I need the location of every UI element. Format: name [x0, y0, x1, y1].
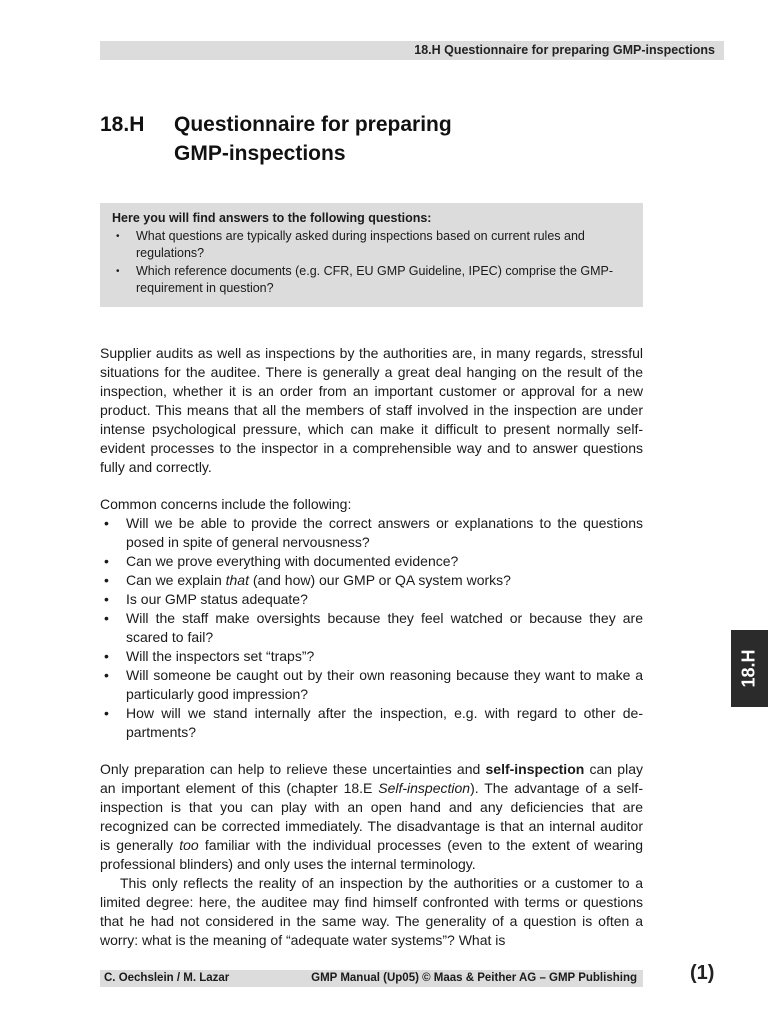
- self-inspection-section: [100, 760, 643, 950]
- page-number: (1): [690, 962, 715, 984]
- chapter-number: 18.H: [100, 113, 145, 136]
- bullet-icon: •: [104, 705, 109, 721]
- bullet-icon: •: [104, 610, 109, 626]
- bullet-icon: •: [116, 230, 120, 242]
- concern-item: [100, 590, 643, 609]
- chapter-title-line2: GMP-inspections: [174, 142, 346, 165]
- concern-item: [100, 552, 643, 571]
- questions-box-heading: Here you will find answers to the following questions:: [112, 211, 432, 225]
- emphasis-too: too: [179, 837, 199, 853]
- reality-paragraph: This only reflects the reality of an inspection by the authorities or a customer to a limited degree: here, the auditee may find himself confronted with terms or questions that he had not considered in the same way. The generality of a question is often a worry: what is the meaning of “adequate water systems”? What is: [100, 875, 643, 948]
- bullet-icon: •: [104, 648, 109, 664]
- concern-item: [100, 609, 643, 647]
- chapter-title-line1: Questionnaire for preparing: [174, 113, 452, 136]
- side-tab-label: 18.H: [739, 649, 759, 688]
- concern-text: Will someone be caught out by their own reasoning because they want to make a particularly good impression?: [126, 667, 643, 702]
- concern-item: [100, 666, 643, 704]
- bullet-icon: •: [104, 572, 109, 588]
- concern-text: Can we explain: [126, 572, 226, 588]
- self-inspection-paragraph: Only preparation can help to relieve these uncertainties and self-inspection can play an important element of this (chapter 18.E Self-inspection). The advantage of a self-inspection is that you can play with an open hand and any deficiencies that are recognized can be corrected immediately. The disadvantage is that an internal auditor is generally too familiar with the individual processes (even to the extent of wearing professional blinders) and only uses the internal terminology.: [100, 761, 643, 872]
- footer-publisher: GMP Manual (Up05) © Maas & Peither AG – GMP Publishing: [311, 972, 637, 984]
- concern-text: (and how) our GMP or QA system works?: [248, 572, 511, 588]
- footer-authors: C. Oechslein / M. Lazar: [104, 972, 230, 984]
- concerns-lead: Common concerns include the following:: [100, 496, 352, 512]
- concern-item: [100, 514, 643, 552]
- bullet-icon: •: [116, 265, 120, 277]
- concern-text: How will we stand internally after the inspection, e.g. with regard to other departments?: [126, 705, 643, 740]
- chapter-title: [100, 110, 660, 168]
- question-item: [112, 228, 631, 263]
- chapter-side-tab: [731, 630, 768, 707]
- question-text: What questions are typically asked during inspections based on current rules and regulations?: [136, 228, 585, 260]
- concern-text: Will the staff make oversights because they feel watched or because they are scared to fail?: [126, 610, 643, 645]
- bullet-icon: •: [104, 553, 109, 569]
- running-header: 18.H Questionnaire for preparing GMP-inspections: [100, 41, 724, 60]
- concern-text: Can we prove everything with documented evidence?: [126, 553, 459, 569]
- bullet-icon: •: [104, 591, 109, 607]
- concern-text: Is our GMP status adequate?: [126, 591, 308, 607]
- concerns-section: [100, 495, 643, 742]
- concern-item: [100, 571, 643, 590]
- concern-emphasis: that: [225, 572, 249, 588]
- concern-text: Will the inspectors set “traps”?: [126, 648, 315, 664]
- footer-bar: [100, 970, 643, 987]
- concerns-list: [100, 514, 643, 742]
- intro-paragraph: Supplier audits as well as inspections by the authorities are, in many regards, stressful situations for the auditee. There is generally a great deal hanging on the result of the inspection, whether it is an order from an important customer or approval for a new product. This means that all the members of staff involved in the inspection are under intense psychological pressure, which can make it difficult to present normally self-evident processes to the inspector in a comprehensible way and to answer questions fully and correctly.: [100, 345, 643, 475]
- questions-box: [100, 203, 643, 307]
- concern-item: [100, 647, 643, 666]
- self-inspection-term: self-inspection: [485, 761, 585, 777]
- concern-item: [100, 704, 643, 742]
- questions-list: [112, 228, 631, 298]
- bullet-icon: •: [104, 667, 109, 683]
- chapter-reference: Self-inspection: [378, 780, 471, 796]
- concern-text: Will we be able to provide the correct answers or explanations to the questions posed in spite of general nervousness?: [126, 515, 643, 550]
- question-text: Which reference documents (e.g. CFR, EU GMP Guideline, IPEC) comprise the GMP-requirement in question?: [136, 263, 614, 295]
- bullet-icon: •: [104, 515, 109, 531]
- question-item: [112, 263, 631, 298]
